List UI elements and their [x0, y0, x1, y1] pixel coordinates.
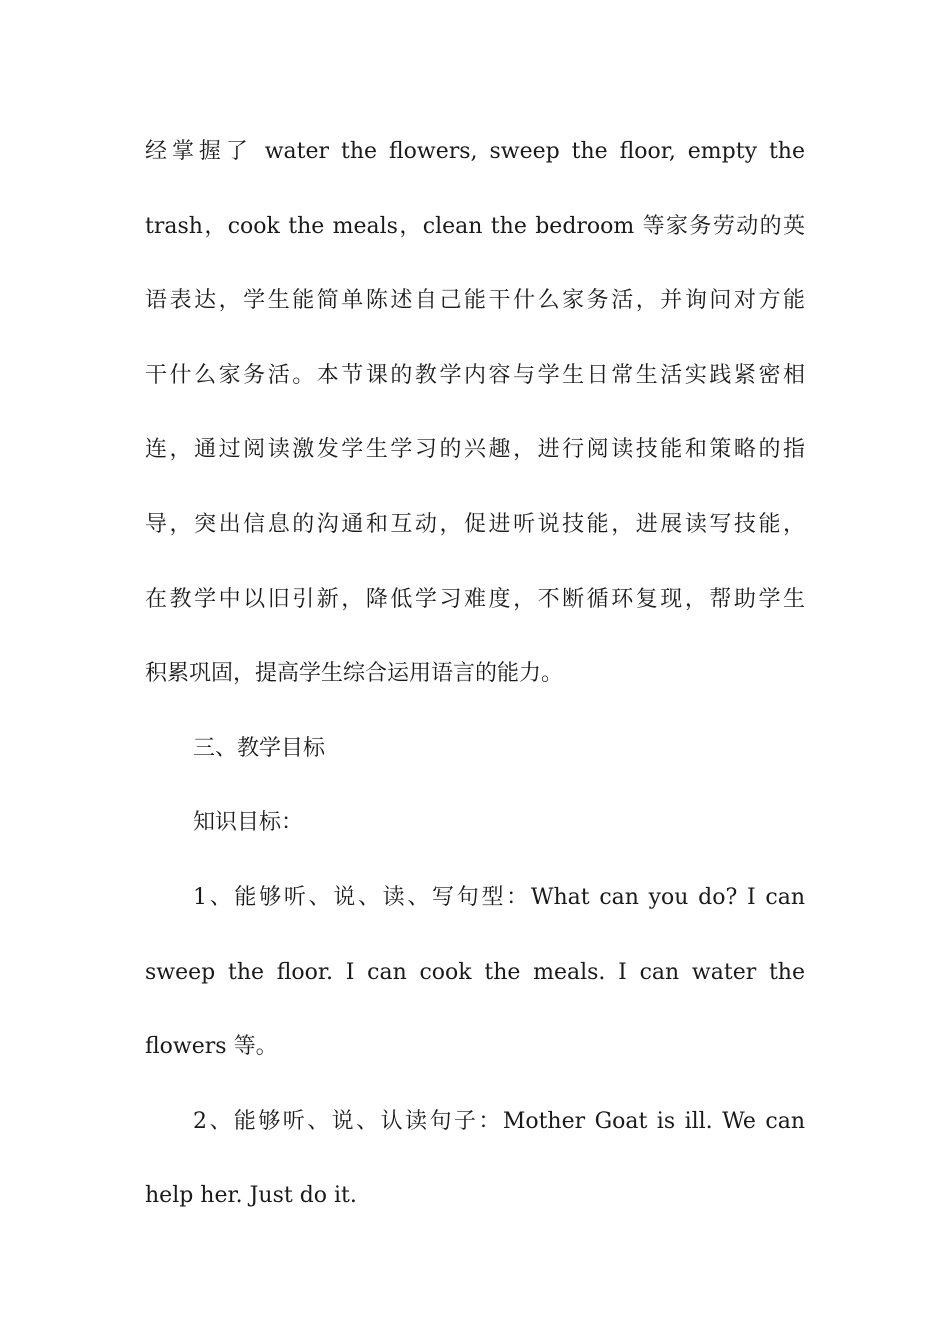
- section-heading: 三、教学目标: [193, 735, 326, 761]
- list-item-line: flowers 等。: [145, 1034, 278, 1060]
- paragraph-line: 语表达，学生能简单陈述自己能干什么家务活，并询问对方能: [145, 288, 805, 314]
- paragraph-line: 导，突出信息的沟通和互动，促进听说技能，进展读写技能，: [145, 511, 805, 537]
- document-body: [145, 115, 805, 1234]
- list-item-line: 2、能够听、说、认读句子：Mother Goat is ill. We can: [193, 1108, 805, 1134]
- list-item-line: sweep the floor. I can cook the meals. I can water the: [145, 959, 805, 985]
- list-item-line: 1、能够听、说、读、写句型：What can you do? I can: [193, 884, 805, 910]
- paragraph-line: 连，通过阅读激发学生学习的兴趣，进行阅读技能和策略的指: [145, 437, 805, 463]
- paragraph-line: 干什么家务活。本节课的教学内容与学生日常生活实践紧密相: [145, 362, 805, 388]
- paragraph-line: 积累巩固，提高学生综合运用语言的能力。: [145, 661, 564, 687]
- paragraph-line: trash，cook the meals，clean the bedroom 等家务劳动的英: [145, 213, 805, 239]
- paragraph-line: 经掌握了 water the flowers, sweep the floor, empty the: [145, 139, 805, 164]
- list-item-line: help her. Just do it.: [145, 1183, 357, 1209]
- paragraph-line: 在教学中以旧引新，降低学习难度，不断循环复现，帮助学生: [145, 586, 805, 612]
- subsection-heading: 知识目标：: [193, 810, 304, 836]
